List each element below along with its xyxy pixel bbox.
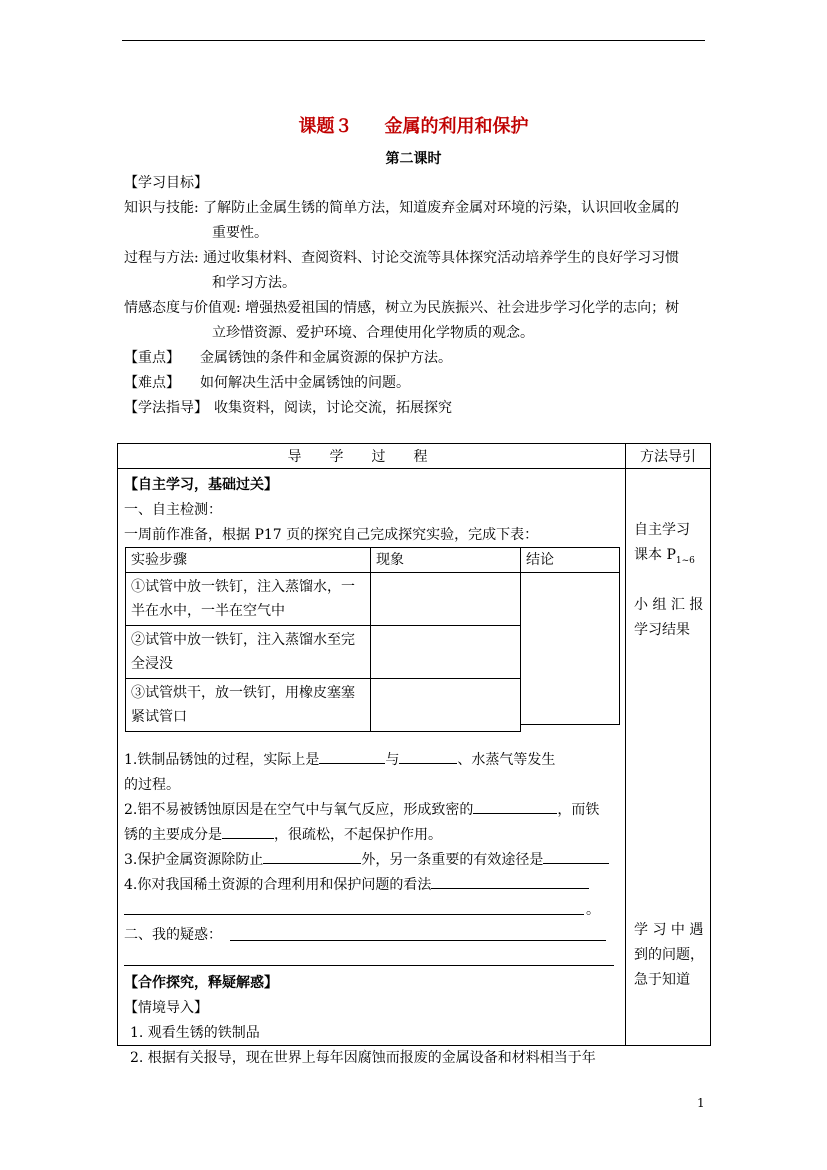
section-self-check: 一、自主检测： <box>124 502 222 518</box>
page-title: 课题３ 金属的利用和保护 <box>298 116 529 137</box>
scene-item-1: 1. 观看生锈的铁制品 <box>130 1025 260 1041</box>
col-header-method: 方法导引 <box>626 444 711 469</box>
difficult-point-label: 【难点】 <box>124 375 180 391</box>
process-cell <box>118 469 626 1066</box>
guide-problems-2: 到的问题， <box>634 947 704 963</box>
question-2-line-1: 2.铝不易被锈蚀原因是在空气中与氧气反应，形成致密的 ，而铁 <box>124 799 599 819</box>
page-number: 1 <box>697 1096 705 1110</box>
exp-conclusion[interactable] <box>521 573 620 725</box>
knowledge-line-1: 知识与技能: 了解防止金属生锈的简单方法，知道废弃金属对环境的污染，认识回收金属的 <box>124 200 680 216</box>
doubts-line-1[interactable] <box>230 940 606 941</box>
exp-step-1: ①试管中放一铁钉，注入蒸馏水，一 半在水中，一半在空气中 <box>126 573 371 626</box>
scene-item-2: 2. 根据有关报导，现在世界上每年因腐蚀而报废的金属设备和材料相当于年 <box>130 1050 596 1066</box>
question-2-line-2: 锈的主要成分是 ，很疏松，不起保护作用。 <box>124 824 442 844</box>
self-study-heading: 【自主学习，基础过关】 <box>124 477 278 493</box>
exp-header-phenomenon: 现象 <box>371 548 521 573</box>
conclusion-table <box>520 547 620 725</box>
study-table <box>117 443 711 1066</box>
objectives-label: 【学习目标】 <box>124 175 208 191</box>
answer-line-4[interactable] <box>124 914 584 915</box>
key-point-label: 【重点】 <box>124 350 180 366</box>
key-point-text: 金属锈蚀的条件和金属资源的保护方法。 <box>200 350 452 366</box>
question-4: 4.你对我国稀土资源的合理利用和保护问题的看法 <box>124 874 589 894</box>
exp-header-conclusion: 结论 <box>521 548 620 573</box>
method-label: 【学法指导】 <box>124 400 208 416</box>
emotion-line-1: 情感态度与价值观: 增强热爱祖国的情感，树立为民族振兴、社会进步学习化学的志向；树 <box>124 300 680 316</box>
doubts-line-2[interactable] <box>124 965 614 966</box>
process-line-1: 过程与方法: 通过收集材料、查阅资料、讨论交流等具体探究活动培养学生的良好学习习惯 <box>124 250 680 266</box>
process-line-2: 和学习方法。 <box>212 275 296 291</box>
guide-problems-1: 学 习 中 遇 <box>634 922 704 938</box>
section-my-doubts: 二、我的疑惑： <box>124 927 222 943</box>
page-subtitle: 第二课时 <box>385 151 442 167</box>
col-header-process: 导学过程 <box>118 444 626 469</box>
method-text: 收集资料，阅读，讨论交流，拓展探究 <box>214 400 452 416</box>
scene-intro-heading: 【情境导入】 <box>124 1000 208 1016</box>
difficult-point-text: 如何解决生活中金属锈蚀的问题。 <box>200 375 410 391</box>
exp-phenomenon-2[interactable] <box>371 626 521 679</box>
question-1-line-2: 的过程。 <box>124 777 180 793</box>
method-guide-cell <box>626 469 711 1046</box>
emotion-line-2: 立珍惜资源、爱护环境、合理使用化学物质的观念。 <box>212 325 534 341</box>
exp-phenomenon-3[interactable] <box>371 679 521 732</box>
knowledge-line-2: 重要性。 <box>212 225 268 241</box>
guide-self-study: 自主学习 <box>634 522 690 538</box>
guide-group-report: 小 组 汇 报 <box>634 597 704 613</box>
guide-results: 学习结果 <box>634 622 690 638</box>
header-rule <box>122 40 705 41</box>
exp-phenomenon-1[interactable] <box>371 573 521 626</box>
exp-step-2: ②试管中放一铁钉，注入蒸馏水至完 全浸没 <box>126 626 371 679</box>
question-3: 3.保护金属资源除防止 外，另一条重要的有效途径是 <box>124 849 609 869</box>
exp-header-steps: 实验步骤 <box>126 548 371 573</box>
question-1-line-1: 1.铁制品锈蚀的过程，实际上是 与 、水蒸气等发生 <box>124 749 555 769</box>
guide-textbook: 课本 $P_{1\sim 6}$ <box>634 547 695 566</box>
cooperation-heading: 【合作探究，释疑解惑】 <box>124 975 278 991</box>
exp-step-3: ③试管烘干，放一铁钉，用橡皮塞塞 紧试管口 <box>126 679 371 732</box>
guide-problems-3: 急于知道 <box>634 972 690 988</box>
experiment-intro: 一周前作准备，根据 P17 页的探究自己完成探究实验，完成下表： <box>124 527 539 543</box>
question-4-end: 。 <box>586 902 600 918</box>
experiment-table <box>125 547 521 732</box>
